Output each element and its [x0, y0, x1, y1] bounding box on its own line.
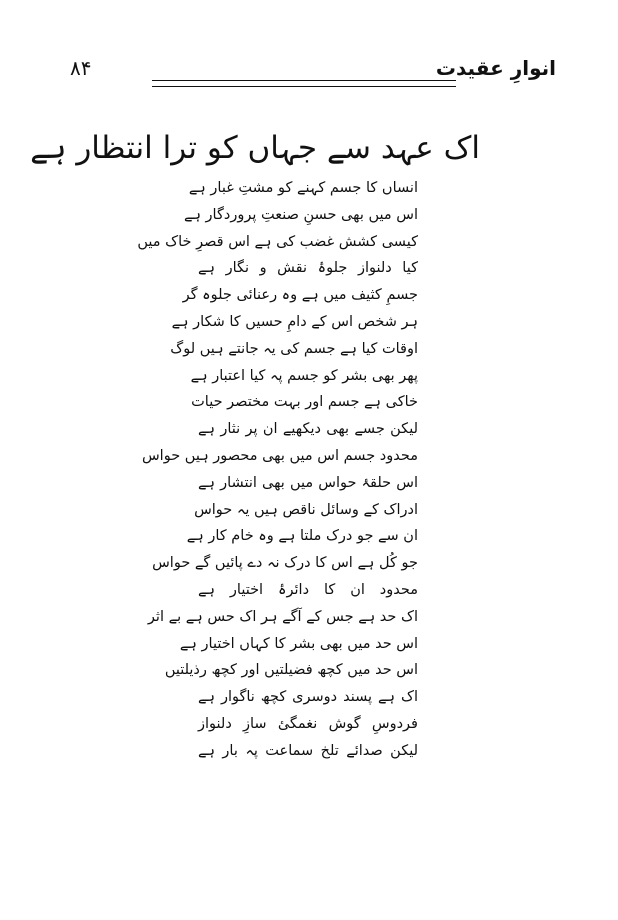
- poem-verse-line: اس میں بھی حسنِ صنعتِ پروردگار ہے: [183, 206, 418, 223]
- poem-verse-line: ادراک کے وسائل ناقص ہیں یہ حواس: [194, 501, 418, 518]
- poem-verse-line: اس حلقۂ حواس میں بھی انتشار ہے: [198, 474, 418, 491]
- poem-verse-line: لیکن صدائے تلخ سماعت پہ بار ہے: [198, 742, 418, 759]
- poem-verses: [137, 175, 418, 765]
- poem-verse-line: محدود جسم اس میں بھی محصور ہیں حواس: [141, 447, 418, 464]
- poem-verse-line: فردوسِ گوش نغمگیٔ سازِ دلنواز: [198, 715, 418, 732]
- poem-verse-line: اس حد میں کچھ فضیلتیں اور کچھ رذیلتیں: [164, 662, 418, 679]
- poem-title: اک عہد سے جہاں کو ترا انتظار ہے: [30, 130, 480, 166]
- poem-verse-line: لیکن جسے بھی دیکھیے ان پر نثار ہے: [198, 421, 418, 438]
- poem-verse-line: کیسی کشش غضب کی ہے اس قصرِ خاک میں: [137, 233, 418, 250]
- header-rule-bottom: [152, 86, 456, 87]
- poem-verse-line: پھر بھی بشر کو جسم پہ کیا اعتبار ہے: [190, 367, 418, 384]
- poem-verse-line: خاکی ہے جسم اور بہت مختصر حیات: [191, 394, 418, 411]
- running-title: انوارِ عقیدت: [435, 56, 556, 80]
- header-rule-top: [152, 80, 456, 81]
- poem-verse-line: اوقات کیا ہے جسم کی یہ جانتے ہیں لوگ: [170, 340, 418, 357]
- poem-verse-line: ہر شخص اس کے دامِ حسیں کا شکار ہے: [171, 313, 418, 330]
- poem-verse-line: اس حد میں بھی بشر کا کہاں اختیار ہے: [179, 635, 418, 652]
- poem-verse-line: جو کُل ہے اس کا درک نہ دے پائیں گے حواس: [152, 555, 418, 572]
- poem-verse-line: ان سے جو درک ملتا ہے وہ خام کار ہے: [186, 528, 418, 545]
- poem-verse-line: محدود ان کا دائرۂ اختیار ہے: [198, 581, 418, 598]
- poem-verse-line: اک ہے پسند دوسری کچھ ناگوار ہے: [198, 689, 418, 706]
- poem-verse-line: کیا دلنواز جلوۂ نقش و نگار ہے: [198, 260, 418, 277]
- poem-verse-line: اک حد ہے جس کے آگے ہر اک حس ہے بے اثر: [147, 608, 418, 625]
- page-number: ۸۴: [70, 56, 92, 80]
- poem-verse-line: جسمِ کثیف میں ہے وہ رعنائی جلوہ گر: [182, 287, 418, 304]
- poem-verse-line: انساں کا جسم کہنے کو مشتِ غبار ہے: [188, 180, 418, 196]
